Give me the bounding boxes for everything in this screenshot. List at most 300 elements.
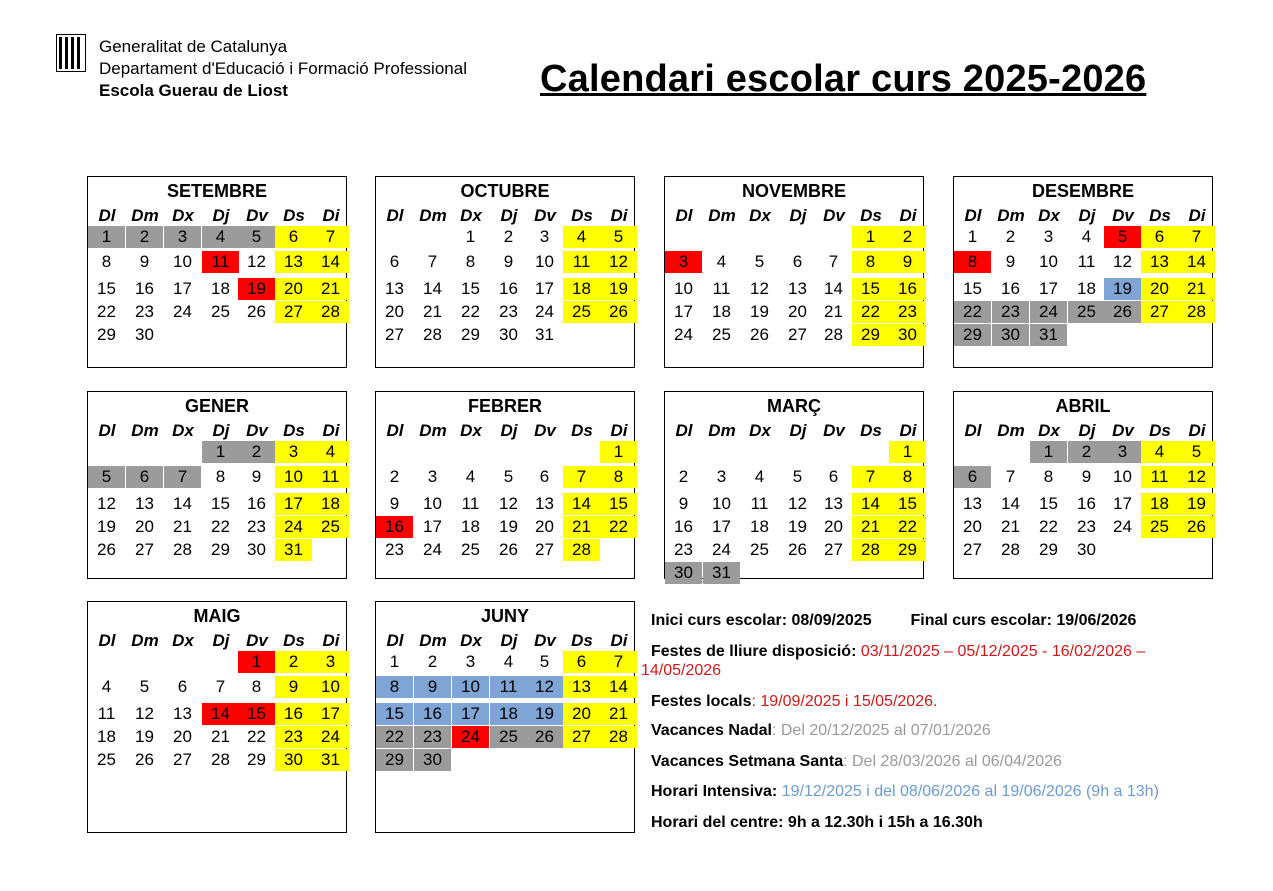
calendar-day: 17 <box>275 493 312 515</box>
calendar-day: 10 <box>1039 252 1058 271</box>
calendar-day: 27 <box>824 540 843 559</box>
calendar-day: 6 <box>389 252 400 271</box>
month-calendar <box>87 176 347 368</box>
calendar-day: 12 <box>526 676 563 698</box>
calendar-day: 4 <box>202 226 239 248</box>
calendar-day: 27 <box>385 325 404 344</box>
weekday-header: Dl <box>98 631 116 650</box>
month-calendar <box>664 391 924 582</box>
calendar-day: 19 <box>238 278 275 300</box>
calendar-day: 18 <box>461 517 480 536</box>
calendar-day: 20 <box>135 517 154 536</box>
weekday-header: Ds <box>1149 206 1171 225</box>
calendar-day: 17 <box>535 279 554 298</box>
calendar-day: 24 <box>1113 517 1132 536</box>
calendar-day: 7 <box>1005 467 1016 486</box>
weekday-header: Ds <box>860 421 882 440</box>
weekday-header: Dx <box>749 421 771 440</box>
weekday-header: Dx <box>749 206 771 225</box>
calendar-day: 16 <box>1077 494 1096 513</box>
weekday-header: Dj <box>1078 421 1096 440</box>
weekday-header: Dl <box>386 421 404 440</box>
weekday-header: Dv <box>534 206 556 225</box>
weekday-header: Dm <box>997 421 1025 440</box>
school-hours: Horari del centre: 9h a 12.30h i 15h a 16.30h <box>651 814 983 831</box>
calendar-day: 7 <box>427 252 438 271</box>
calendar-day: 24 <box>423 540 442 559</box>
weekday-header: Dj <box>789 421 807 440</box>
calendar-day: 15 <box>889 493 926 515</box>
weekday-header: Dx <box>460 206 482 225</box>
month-calendar <box>375 391 635 579</box>
calendar-day: 3 <box>1104 441 1141 463</box>
calendar-day: 21 <box>211 727 230 746</box>
calendar-day: 19 <box>1178 493 1215 515</box>
calendar-day: 28 <box>423 325 442 344</box>
calendar-day: 22 <box>461 302 480 321</box>
calendar-day: 23 <box>674 540 693 559</box>
calendar-day: 4 <box>312 441 349 463</box>
calendar-day: 14 <box>563 493 600 515</box>
local-holidays-value: : 19/09/2025 i 15/05/2026. <box>751 693 938 710</box>
calendar-day: 31 <box>1030 324 1067 346</box>
calendar-day: 5 <box>503 467 514 486</box>
calendar-day: 13 <box>385 279 404 298</box>
calendar-day: 2 <box>389 467 400 486</box>
intensive-schedule-row <box>651 783 1159 801</box>
calendar-day: 22 <box>600 516 637 538</box>
calendar-day: 18 <box>1141 493 1178 515</box>
calendar-day: 1 <box>389 652 400 671</box>
calendar-day: 30 <box>499 325 518 344</box>
calendar-day: 27 <box>963 540 982 559</box>
calendar-day: 10 <box>674 279 693 298</box>
generalitat-logo-icon <box>56 34 86 72</box>
calendar-day: 24 <box>674 325 693 344</box>
calendar-day: 4 <box>754 467 765 486</box>
calendar-day: 6 <box>275 226 312 248</box>
weekday-header: Dm <box>997 206 1025 225</box>
easter-vacation-row <box>651 753 1062 771</box>
calendar-day: 3 <box>665 251 702 273</box>
calendar-day: 2 <box>275 651 312 673</box>
school-hours-row <box>651 814 983 832</box>
calendar-day: 14 <box>1178 251 1215 273</box>
calendar-day: 28 <box>1001 540 1020 559</box>
calendar-day: 26 <box>1178 516 1215 538</box>
calendar-day: 3 <box>465 652 476 671</box>
calendar-day: 16 <box>135 279 154 298</box>
weekday-header: Ds <box>860 206 882 225</box>
weekday-header: Dm <box>708 206 736 225</box>
calendar-day: 11 <box>97 704 116 723</box>
calendar-day: 31 <box>535 325 554 344</box>
calendar-day: 29 <box>97 325 116 344</box>
course-start: Inici curs escolar: 08/09/2025 <box>651 612 872 629</box>
calendar-day: 20 <box>275 278 312 300</box>
calendar-day: 1 <box>852 226 889 248</box>
calendar-day: 19 <box>97 517 116 536</box>
calendar-day: 9 <box>389 494 400 513</box>
weekday-header: Dx <box>172 421 194 440</box>
calendar-day: 28 <box>1178 301 1215 323</box>
org-line-department: Departament d'Educació i Formació Professional <box>99 59 467 78</box>
calendar-day: 30 <box>1077 540 1096 559</box>
calendar-day: 11 <box>750 494 769 513</box>
calendar-day: 27 <box>173 750 192 769</box>
calendar-day: 14 <box>312 251 349 273</box>
calendar-day: 12 <box>600 251 637 273</box>
calendar-day: 19 <box>499 517 518 536</box>
calendar-day: 12 <box>247 252 266 271</box>
calendar-day: 5 <box>1104 226 1141 248</box>
calendar-day: 2 <box>503 227 514 246</box>
easter-value: : Del 28/03/2026 al 06/04/2026 <box>843 753 1062 770</box>
intensive-value: 19/12/2025 i del 08/06/2026 al 19/06/2026 (9h a 13h) <box>781 783 1159 800</box>
weekday-header: Dv <box>246 206 268 225</box>
calendar-day: 24 <box>1030 301 1067 323</box>
weekday-header: Dv <box>1112 206 1134 225</box>
weekday-header: Dj <box>500 631 518 650</box>
calendar-day: 8 <box>1043 467 1054 486</box>
calendar-day: 18 <box>563 278 600 300</box>
calendar-day: 28 <box>312 301 349 323</box>
calendar-day: 14 <box>1001 494 1020 513</box>
calendar-day: 19 <box>788 517 807 536</box>
weekday-header: Dv <box>246 631 268 650</box>
intensive-label: Horari Intensiva: <box>651 783 782 800</box>
calendar-day: 28 <box>600 726 637 748</box>
calendar-day: 15 <box>852 278 889 300</box>
calendar-day: 16 <box>247 494 266 513</box>
weekday-header: Dx <box>1038 206 1060 225</box>
calendar-day: 16 <box>674 517 693 536</box>
weekday-header: Dj <box>212 631 230 650</box>
calendar-day: 12 <box>499 494 518 513</box>
weekday-header: Ds <box>283 631 305 650</box>
easter-label: Vacances Setmana Santa <box>651 753 844 770</box>
calendar-day: 19 <box>1104 278 1141 300</box>
weekday-header: Dv <box>1112 421 1134 440</box>
calendar-day: 7 <box>164 466 201 488</box>
calendar-day: 30 <box>665 562 702 584</box>
weekday-header: Di <box>610 631 628 650</box>
calendar-day: 3 <box>164 226 201 248</box>
calendar-day: 16 <box>889 278 926 300</box>
calendar-day: 29 <box>376 749 413 771</box>
month-name: MARÇ <box>767 396 821 416</box>
calendar-day: 9 <box>414 676 451 698</box>
calendar-day: 23 <box>247 517 266 536</box>
christmas-label: Vacances Nadal <box>651 722 772 739</box>
month-name: ABRIL <box>1055 396 1111 416</box>
weekday-header: Dl <box>98 206 116 225</box>
calendar-day: 25 <box>312 516 349 538</box>
calendar-day: 1 <box>202 441 239 463</box>
calendar-day: 13 <box>824 494 843 513</box>
month-calendar <box>664 176 924 368</box>
calendar-day: 25 <box>97 750 116 769</box>
calendar-day: 9 <box>889 251 926 273</box>
free-days-row <box>651 643 1145 661</box>
month-calendar <box>87 601 347 833</box>
calendar-day: 28 <box>173 540 192 559</box>
organization-header <box>99 36 467 102</box>
weekday-header: Dl <box>675 421 693 440</box>
calendar-day: 11 <box>1141 466 1178 488</box>
calendar-day: 25 <box>1141 516 1178 538</box>
calendar-day: 4 <box>503 652 514 671</box>
weekday-header: Di <box>322 631 340 650</box>
calendar-day: 21 <box>563 516 600 538</box>
calendar-day: 20 <box>535 517 554 536</box>
calendar-day: 10 <box>275 466 312 488</box>
calendar-day: 23 <box>275 726 312 748</box>
calendar-day: 29 <box>954 324 991 346</box>
calendar-day: 6 <box>563 651 600 673</box>
calendar-day: 10 <box>1113 467 1132 486</box>
calendar-day: 15 <box>211 494 230 513</box>
calendar-day: 30 <box>889 324 926 346</box>
calendar-day: 2 <box>1005 227 1016 246</box>
calendar-day: 6 <box>792 252 803 271</box>
calendar-day: 1 <box>88 226 125 248</box>
calendar-day: 20 <box>1141 278 1178 300</box>
calendar-day: 26 <box>1104 301 1141 323</box>
weekday-header: Dv <box>823 206 845 225</box>
calendar-day: 25 <box>461 540 480 559</box>
calendar-day: 24 <box>275 516 312 538</box>
calendar-day: 28 <box>211 750 230 769</box>
calendar-day: 23 <box>135 302 154 321</box>
calendar-day: 6 <box>1141 226 1178 248</box>
month-calendar <box>953 391 1213 579</box>
calendar-day: 12 <box>788 494 807 513</box>
weekday-header: Dj <box>500 206 518 225</box>
calendar-day: 15 <box>600 493 637 515</box>
weekday-header: Dj <box>789 206 807 225</box>
calendar-day: 15 <box>461 279 480 298</box>
calendar-day: 27 <box>563 726 600 748</box>
calendar-day: 5 <box>792 467 803 486</box>
calendar-day: 13 <box>788 279 807 298</box>
calendar-day: 29 <box>247 750 266 769</box>
calendar-day: 26 <box>97 540 116 559</box>
christmas-vacation-row <box>651 722 991 740</box>
calendar-day: 19 <box>135 727 154 746</box>
calendar-day: 6 <box>954 466 991 488</box>
calendar-day: 8 <box>954 251 991 273</box>
calendar-day: 24 <box>535 302 554 321</box>
calendar-day: 5 <box>88 466 125 488</box>
org-line-generalitat: Generalitat de Catalunya <box>99 37 288 56</box>
calendar-day: 17 <box>173 279 192 298</box>
calendar-day: 26 <box>247 302 266 321</box>
weekday-header: Dl <box>964 421 982 440</box>
month-name: DESEMBRE <box>1031 181 1134 201</box>
calendar-day: 30 <box>992 324 1029 346</box>
calendar-day: 19 <box>600 278 637 300</box>
weekday-header: Di <box>899 421 917 440</box>
calendar-day: 3 <box>539 227 550 246</box>
weekday-header: Dm <box>419 206 447 225</box>
calendar-day: 23 <box>385 540 404 559</box>
christmas-value: : Del 20/12/2025 al 07/01/2026 <box>771 722 991 739</box>
calendar-day: 17 <box>312 703 349 725</box>
weekday-header: Di <box>610 421 628 440</box>
calendar-day: 13 <box>173 704 192 723</box>
calendar-day: 29 <box>211 540 230 559</box>
calendar-day: 20 <box>563 703 600 725</box>
calendar-day: 31 <box>312 749 349 771</box>
calendar-day: 27 <box>1141 301 1178 323</box>
calendar-day: 4 <box>465 467 476 486</box>
calendar-day: 10 <box>173 252 192 271</box>
weekday-header: Dx <box>172 206 194 225</box>
calendar-day: 14 <box>600 676 637 698</box>
calendar-day: 10 <box>423 494 442 513</box>
month-calendar <box>87 391 347 579</box>
calendar-day: 21 <box>312 278 349 300</box>
calendar-day: 8 <box>852 251 889 273</box>
free-days-value: 03/11/2025 – 05/12/2025 - 16/02/2026 – <box>860 643 1146 660</box>
weekday-header: Di <box>1188 421 1206 440</box>
free-days-value-continued: 14/05/2026 <box>641 662 722 679</box>
calendar-day: 3 <box>427 467 438 486</box>
calendar-day: 8 <box>465 252 476 271</box>
calendar-day: 18 <box>712 302 731 321</box>
calendar-day: 17 <box>1039 279 1058 298</box>
month-name: GENER <box>184 396 249 416</box>
calendar-day: 6 <box>828 467 839 486</box>
calendar-day: 13 <box>275 251 312 273</box>
calendar-day: 21 <box>423 302 442 321</box>
calendar-day: 25 <box>490 726 527 748</box>
calendar-day: 30 <box>275 749 312 771</box>
month-name: JUNY <box>480 606 529 626</box>
course-start-end-row <box>651 612 1136 630</box>
weekday-header: Dv <box>534 421 556 440</box>
calendar-day: 20 <box>824 517 843 536</box>
calendar-day: 8 <box>215 467 226 486</box>
calendar-day: 1 <box>967 227 978 246</box>
weekday-header: Dv <box>534 631 556 650</box>
free-days-label: Festes de lliure disposició: <box>651 643 861 660</box>
calendar-day: 18 <box>97 727 116 746</box>
calendar-day: 4 <box>563 226 600 248</box>
weekday-header: Ds <box>283 206 305 225</box>
calendar-day: 11 <box>202 251 239 273</box>
calendar-day: 22 <box>97 302 116 321</box>
calendar-day: 11 <box>461 494 480 513</box>
calendar-day: 7 <box>828 252 839 271</box>
calendar-day: 23 <box>889 301 926 323</box>
calendar-day: 26 <box>526 726 563 748</box>
calendar-day: 5 <box>539 652 550 671</box>
calendar-day: 12 <box>1178 466 1215 488</box>
month-name: MAIG <box>193 606 241 626</box>
calendar-day: 21 <box>824 302 843 321</box>
weekday-header: Ds <box>571 421 593 440</box>
calendar-day: 10 <box>535 252 554 271</box>
calendar-day: 12 <box>97 494 116 513</box>
calendar-day: 4 <box>101 677 112 696</box>
calendar-day: 25 <box>211 302 230 321</box>
month-name: NOVEMBRE <box>741 181 846 201</box>
calendar-day: 26 <box>750 325 769 344</box>
calendar-day: 1 <box>1030 441 1067 463</box>
calendar-day: 14 <box>173 494 192 513</box>
weekday-header: Dm <box>131 631 159 650</box>
calendar-day: 16 <box>1001 279 1020 298</box>
weekday-header: Dv <box>246 421 268 440</box>
calendar-day: 12 <box>750 279 769 298</box>
calendar-day: 15 <box>1039 494 1058 513</box>
calendar-day: 18 <box>211 279 230 298</box>
calendar-day: 18 <box>1077 279 1096 298</box>
calendar-day: 19 <box>750 302 769 321</box>
calendar-day: 26 <box>499 540 518 559</box>
calendar-day: 27 <box>135 540 154 559</box>
calendar-day: 8 <box>376 676 413 698</box>
calendar-day: 14 <box>423 279 442 298</box>
calendar-day: 14 <box>824 279 843 298</box>
calendar-day: 4 <box>1141 441 1178 463</box>
calendar-day: 30 <box>414 749 451 771</box>
weekday-header: Dx <box>460 421 482 440</box>
school-name: Escola Guerau de Liost <box>99 81 288 100</box>
calendar-day: 22 <box>211 517 230 536</box>
calendar-day: 16 <box>376 516 413 538</box>
calendar-day: 6 <box>126 466 163 488</box>
calendar-day: 1 <box>238 651 275 673</box>
calendar-day: 3 <box>716 467 727 486</box>
month-calendar <box>953 176 1213 368</box>
calendar-day: 7 <box>852 466 889 488</box>
calendar-day: 9 <box>139 252 150 271</box>
course-end: Final curs escolar: 19/06/2026 <box>910 612 1137 629</box>
calendar-day: 4 <box>1081 227 1092 246</box>
calendar-day: 24 <box>712 540 731 559</box>
local-holidays-row <box>651 693 937 711</box>
calendar-day: 27 <box>275 301 312 323</box>
weekday-header: Ds <box>283 421 305 440</box>
calendar-day: 15 <box>963 279 982 298</box>
calendar-day: 26 <box>788 540 807 559</box>
month-calendar <box>375 176 635 368</box>
calendar-day: 22 <box>376 726 413 748</box>
calendar-day: 2 <box>238 441 275 463</box>
weekday-header: Dj <box>212 421 230 440</box>
calendar-day: 23 <box>992 301 1029 323</box>
weekday-header: Dl <box>98 421 116 440</box>
calendar-day: 22 <box>889 516 926 538</box>
calendar-day: 7 <box>312 226 349 248</box>
calendar-day: 21 <box>173 517 192 536</box>
calendar-day: 5 <box>139 677 150 696</box>
calendar-day: 13 <box>963 494 982 513</box>
calendar-day: 14 <box>202 703 239 725</box>
calendar-day: 2 <box>889 226 926 248</box>
calendar-day: 24 <box>173 302 192 321</box>
calendar-day: 21 <box>600 703 637 725</box>
calendar-day: 13 <box>535 494 554 513</box>
calendar-day: 28 <box>824 325 843 344</box>
calendar-day: 3 <box>275 441 312 463</box>
calendar-day: 25 <box>750 540 769 559</box>
calendar-day: 15 <box>97 279 116 298</box>
calendar-day: 18 <box>750 517 769 536</box>
